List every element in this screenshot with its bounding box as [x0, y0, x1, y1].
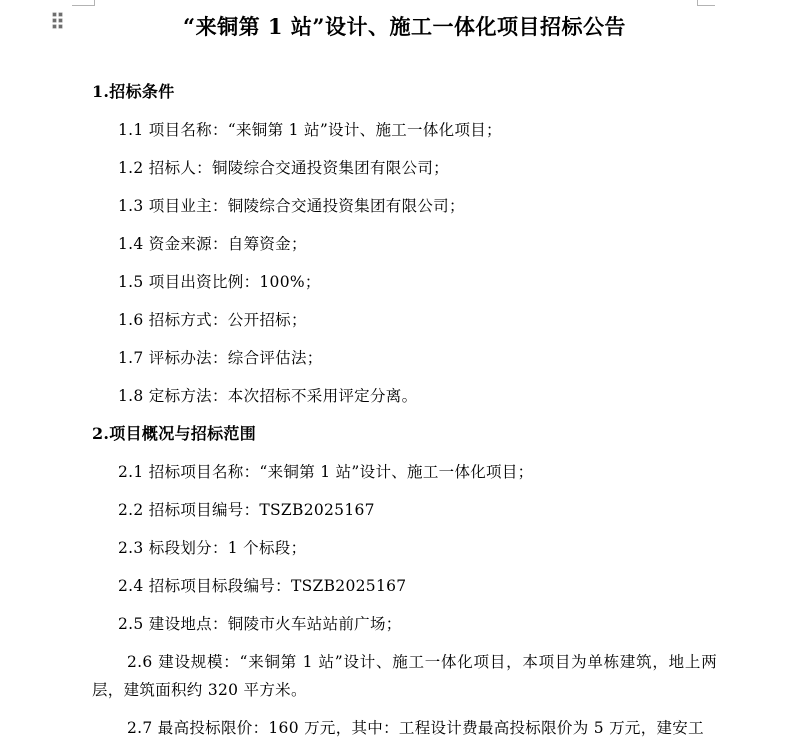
- paragraph-tenderer: 1.2 招标人：铜陵综合交通投资集团有限公司；: [118, 159, 449, 177]
- section-heading-bidding-conditions: 1.招标条件: [92, 82, 175, 101]
- drag-handle-dot: [59, 13, 62, 16]
- drag-handle-dot: [59, 19, 62, 22]
- drag-handle-dot: [53, 25, 56, 28]
- section-heading-project-overview: 2.项目概况与招标范围: [92, 424, 257, 443]
- paragraph-bidding-method: 1.6 招标方式：公开招标；: [118, 311, 307, 329]
- drag-handle-icon[interactable]: [53, 13, 62, 28]
- paragraph-project-name: 1.1 项目名称：“来铜第 1 站”设计、施工一体化项目；: [118, 121, 502, 139]
- paragraph-tender-project-name: 2.1 招标项目名称：“来铜第 1 站”设计、施工一体化项目；: [118, 463, 534, 481]
- document-body: [92, 10, 717, 748]
- drag-handle-dot: [53, 19, 56, 22]
- paragraph-funding-ratio: 1.5 项目出资比例：100%；: [118, 273, 321, 291]
- paragraph-project-owner: 1.3 项目业主：铜陵综合交通投资集团有限公司；: [118, 197, 465, 215]
- paragraph-section-division: 2.3 标段划分：1 个标段；: [118, 539, 307, 557]
- margin-corner-mark-top-right: [697, 0, 715, 6]
- paragraph-construction-site: 2.5 建设地点：铜陵市火车站站前广场；: [118, 615, 402, 633]
- paragraph-funding-source: 1.4 资金来源：自筹资金；: [118, 235, 307, 253]
- paragraph-section-number: 2.4 招标项目标段编号：TSZB2025167: [118, 577, 407, 595]
- margin-corner-mark-top-left: [72, 0, 95, 6]
- paragraph-max-bid-price: 2.7 最高投标限价：160 万元，其中：工程设计费最高投标限价为 5 万元，建安工: [127, 719, 704, 737]
- drag-handle-dot: [53, 13, 56, 16]
- paragraph-evaluation-method: 1.7 评标办法：综合评估法；: [118, 349, 323, 367]
- document-title: “来铜第 1 站”设计、施工一体化项目招标公告: [183, 14, 626, 39]
- paragraph-tender-project-number: 2.2 招标项目编号：TSZB2025167: [118, 501, 375, 519]
- paragraph-construction-scale: 2.6 建设规模：“来铜第 1 站”设计、施工一体化项目，本项目为单栋建筑，地上两层，建筑面积约 320 平方米。: [92, 653, 717, 699]
- drag-handle-dot: [59, 25, 62, 28]
- paragraph-award-method: 1.8 定标方法：本次招标不采用评定分离。: [118, 387, 418, 405]
